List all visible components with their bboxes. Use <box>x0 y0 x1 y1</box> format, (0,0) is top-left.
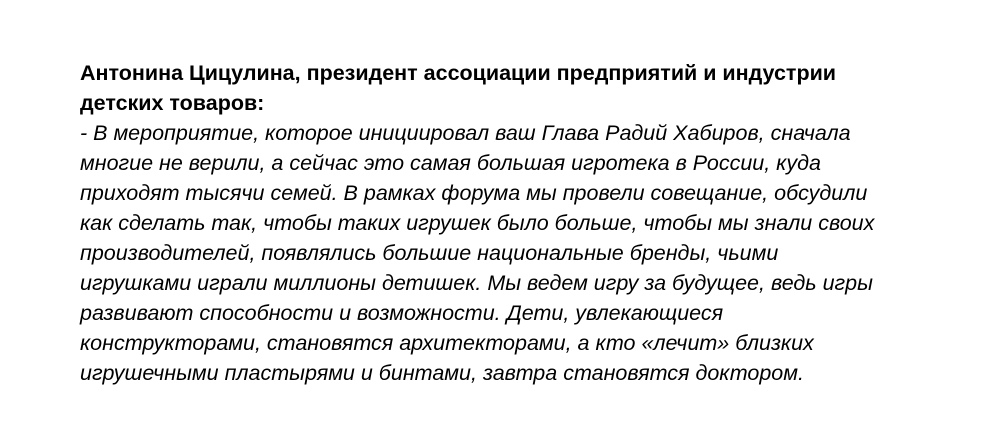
quote-line: как сделать так, чтобы таких игрушек было больше, чтобы мы знали своих <box>80 211 875 235</box>
quote-line: игрушечными пластырями и бинтами, завтра становятся доктором. <box>80 361 804 385</box>
quote-line: многие не верили, а сейчас это самая большая игротека в России, куда <box>80 151 821 175</box>
speaker-name-line: Антонина Цицулина, президент ассоциации предприятий и индустрии <box>80 61 837 85</box>
quote-line: развивают способности и возможности. Дети, увлекающиеся <box>80 301 724 325</box>
quote-line: производителей, появлялись большие национальные бренды, чьими <box>80 241 779 265</box>
quote-line: приходят тысячи семей. В рамках форума мы провели совещание, обсудили <box>80 181 868 205</box>
speaker-name-line: детских товаров: <box>80 91 265 115</box>
speaker-name <box>80 58 940 118</box>
quote-block <box>80 58 940 388</box>
quote-paragraph <box>80 118 940 388</box>
quote-line: - В мероприятие, которое инициировал ваш Глава Радий Хабиров, сначала <box>80 121 851 145</box>
quote-line: конструкторами, становятся архитекторами, а кто «лечит» близких <box>80 331 814 355</box>
quote-line: игрушками играли миллионы детишек. Мы ведем игру за будущее, ведь игры <box>80 271 873 295</box>
